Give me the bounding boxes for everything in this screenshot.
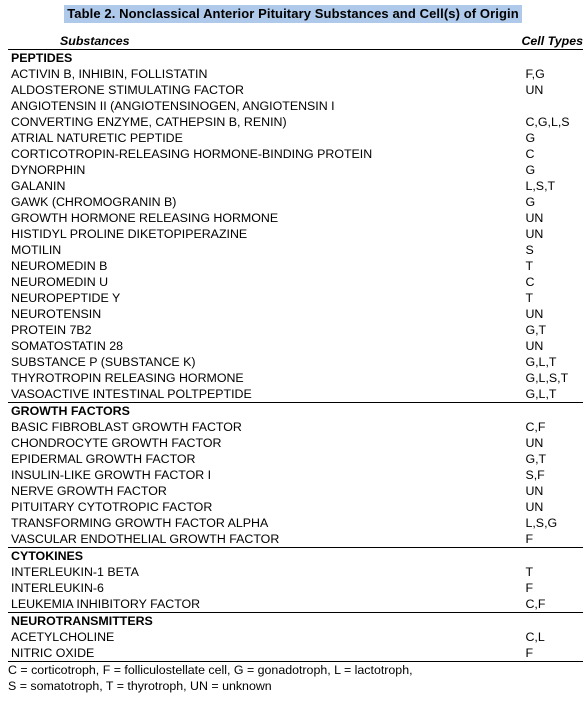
- cell-types-cell: S,F: [525, 468, 545, 482]
- table-row: [8, 419, 583, 435]
- substance-cell: NEUROTENSIN: [11, 307, 102, 321]
- substance-cell: EPIDERMAL GROWTH FACTOR: [11, 452, 196, 466]
- table-row: [8, 66, 583, 82]
- section-title: PEPTIDES: [11, 51, 73, 65]
- cell-types-cell: UN: [525, 83, 544, 97]
- cell-types-cell: C,G,L,S: [525, 115, 570, 129]
- substance-cell: SUBSTANCE P (SUBSTANCE K): [11, 355, 196, 369]
- cell-types-cell: G,L,T: [525, 355, 557, 369]
- table-body: [8, 33, 583, 662]
- section-title: CYTOKINES: [8, 548, 583, 565]
- substance-cell: VASOACTIVE INTESTINAL POLTPEPTIDE: [11, 387, 252, 401]
- table-row: [8, 226, 583, 242]
- table-row: [8, 370, 583, 386]
- table-row: [8, 451, 583, 467]
- substance-cell: NEUROMEDIN B: [11, 259, 108, 273]
- substance-cell: ACTIVIN B, INHIBIN, FOLLISTATIN: [11, 67, 208, 81]
- table-row: [8, 242, 583, 258]
- table-footnote: [8, 662, 586, 694]
- cell-types-cell: L,S,G: [525, 516, 558, 530]
- substance-cell: MOTILIN: [11, 243, 62, 257]
- table-row: [8, 82, 583, 98]
- cell-types-cell: C: [525, 147, 535, 161]
- substance-cell: BASIC FIBROBLAST GROWTH FACTOR: [11, 420, 242, 434]
- cell-types-cell: G: [525, 195, 536, 209]
- header-row: [8, 33, 583, 50]
- cell-types-cell: G: [525, 131, 536, 145]
- table-row: [8, 629, 583, 645]
- cell-types-cell: G,T: [525, 452, 547, 466]
- table-row: [8, 596, 583, 613]
- substance-cell: INTERLEUKIN-1 BETA: [11, 565, 139, 579]
- table-row: [8, 354, 583, 370]
- substance-cell: NITRIC OXIDE: [8, 645, 521, 662]
- cell-types-cell: G,L,S,T: [525, 371, 569, 385]
- substance-cell: CONVERTING ENZYME, CATHEPSIN B, RENIN): [11, 115, 287, 129]
- cell-types-cell: F,G: [525, 67, 545, 81]
- table-row: [8, 338, 583, 354]
- cell-types-cell: T: [525, 259, 534, 273]
- section-header-row: [8, 613, 583, 630]
- cell-types-cell: G: [525, 163, 536, 177]
- table-caption-wrap: [0, 0, 586, 25]
- table-row: [8, 162, 583, 178]
- substance-cell: GALANIN: [11, 179, 66, 193]
- cell-types-cell: T: [525, 291, 534, 305]
- substance-cell: THYROTROPIN RELEASING HORMONE: [11, 371, 244, 385]
- cell-types-cell: UN: [525, 484, 544, 498]
- substance-cell: ATRIAL NATURETIC PEPTIDE: [11, 131, 183, 145]
- table-row: [8, 499, 583, 515]
- table-row: [8, 580, 583, 596]
- cell-types-cell: G,L,T: [525, 387, 557, 401]
- table-row: [8, 146, 583, 162]
- substances-table: [8, 33, 583, 662]
- cell-types-cell: UN: [525, 307, 544, 321]
- table-row: [8, 130, 583, 146]
- substance-cell: ACETYLCHOLINE: [11, 630, 115, 644]
- substance-cell: NEUROPEPTIDE Y: [11, 291, 121, 305]
- cell-types-cell: G,T: [525, 323, 547, 337]
- cell-types-cell: [521, 98, 583, 114]
- substance-cell: GAWK (CHROMOGRANIN B): [11, 195, 177, 209]
- footnote-line-2: S = somatotroph, T = thyrotroph, UN = unknown: [8, 679, 272, 693]
- cell-types-cell: F: [521, 645, 583, 662]
- table-row: [8, 178, 583, 194]
- cell-types-cell: UN: [525, 227, 544, 241]
- substances-header: Substances: [8, 33, 521, 50]
- table-row: [8, 467, 583, 483]
- table-row: [8, 258, 583, 274]
- cell-types-cell: F: [525, 581, 534, 595]
- table-title: Table 2. Nonclassical Anterior Pituitary Substances and Cell(s) of Origin: [64, 5, 522, 23]
- section-header-row: [8, 50, 583, 67]
- section-title: GROWTH FACTORS: [8, 403, 583, 420]
- cell-types-header: Cell Types: [521, 34, 583, 48]
- cell-types-cell: UN: [525, 436, 544, 450]
- substance-cell: NEUROMEDIN U: [11, 275, 109, 289]
- footnote-line-1: C = corticotroph, F = folliculostellate cell, G = gonadotroph, L = lactotroph,: [8, 663, 413, 677]
- cell-types-cell: C,F: [525, 420, 546, 434]
- substance-cell: CORTICOTROPIN-RELEASING HORMONE-BINDING PROTEIN: [11, 147, 373, 161]
- cell-types-cell: C,F: [525, 597, 546, 611]
- substance-cell: INTERLEUKIN-6: [11, 581, 104, 595]
- section-header-row: [8, 403, 583, 420]
- substance-cell: VASCULAR ENDOTHELIAL GROWTH FACTOR: [11, 532, 280, 546]
- substance-cell: GROWTH HORMONE RELEASING HORMONE: [11, 211, 279, 225]
- table-row: [8, 194, 583, 210]
- substance-cell: PROTEIN 7B2: [11, 323, 92, 337]
- cell-types-cell: C,L: [525, 630, 545, 644]
- table-row: [8, 435, 583, 451]
- substance-cell: INSULIN-LIKE GROWTH FACTOR I: [11, 468, 212, 482]
- cell-types-cell: UN: [525, 339, 544, 353]
- substance-cell: ANGIOTENSIN II (ANGIOTENSINOGEN, ANGIOTENSIN I: [11, 99, 335, 113]
- table-row: [8, 322, 583, 338]
- table-row: [8, 645, 583, 662]
- substance-cell: HISTIDYL PROLINE DIKETOPIPERAZINE: [11, 227, 248, 241]
- substance-cell: LEUKEMIA INHIBITORY FACTOR: [11, 597, 201, 611]
- substance-cell: DYNORPHIN: [11, 163, 86, 177]
- substance-cell: NERVE GROWTH FACTOR: [11, 484, 167, 498]
- table-row: [8, 290, 583, 306]
- section-header-row: [8, 548, 583, 565]
- cell-types-cell: UN: [525, 500, 544, 514]
- table-row: [8, 210, 583, 226]
- substance-cell: CHONDROCYTE GROWTH FACTOR: [11, 436, 222, 450]
- substance-cell: PITUITARY CYTOTROPIC FACTOR: [11, 500, 213, 514]
- cell-types-cell: F: [525, 532, 534, 546]
- table-row: [8, 114, 583, 130]
- section-title: NEUROTRANSMITTERS: [8, 613, 583, 630]
- cell-types-cell: S: [525, 243, 534, 257]
- cell-types-cell: T: [525, 565, 534, 579]
- cell-types-cell: UN: [525, 211, 544, 225]
- substance-cell: TRANSFORMING GROWTH FACTOR ALPHA: [11, 516, 269, 530]
- table-row: [8, 306, 583, 322]
- table-row: [8, 98, 583, 114]
- table-row: [8, 483, 583, 499]
- table-row: [8, 531, 583, 548]
- table-row: [8, 386, 583, 403]
- substance-cell: ALDOSTERONE STIMULATING FACTOR: [11, 83, 244, 97]
- cell-types-cell: C: [525, 275, 535, 289]
- table-row: [8, 515, 583, 531]
- table-row: [8, 274, 583, 290]
- table-row: [8, 564, 583, 580]
- cell-types-cell: L,S,T: [525, 179, 556, 193]
- substance-cell: SOMATOSTATIN 28: [11, 339, 123, 353]
